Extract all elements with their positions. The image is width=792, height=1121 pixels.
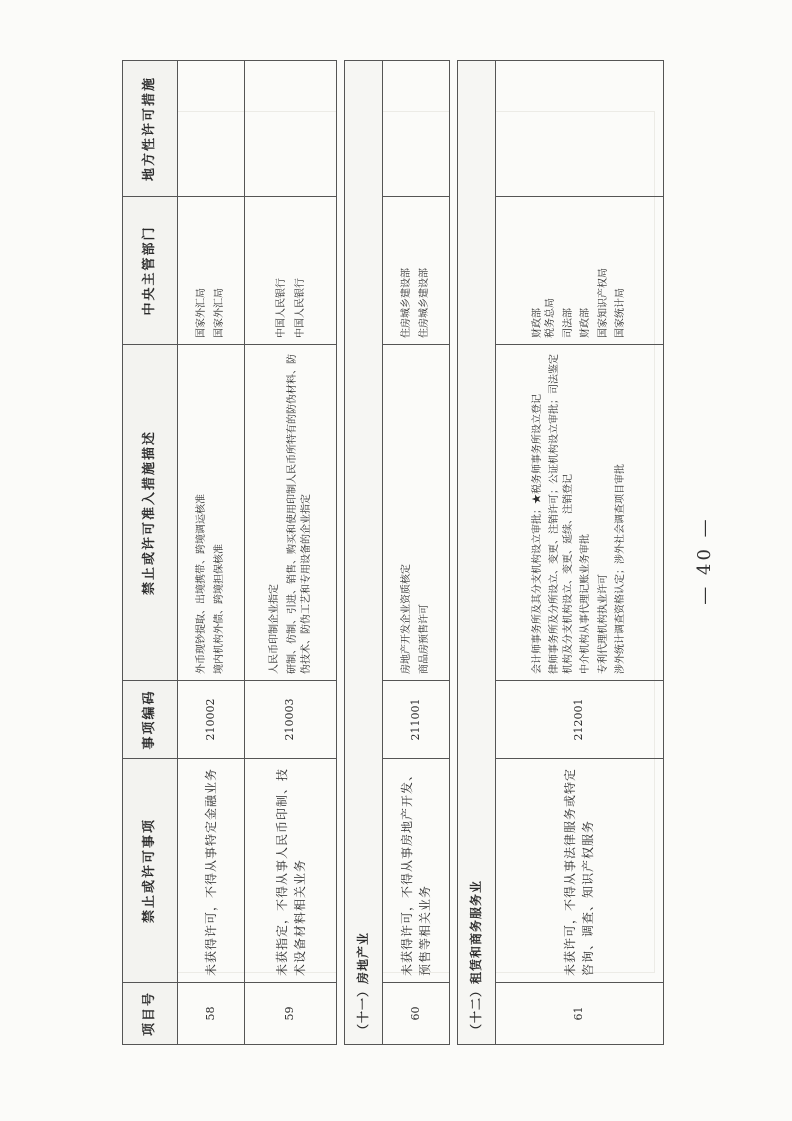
- row-local: [245, 61, 337, 197]
- dept-line: 中国人民银行: [294, 278, 306, 338]
- header-local: 地方性许可措施: [123, 61, 178, 197]
- measure-line: 律师事务所及分所设立、变更、注销许可；公证机构设立审批；司法鉴定机构及分支机构设立、变更、延续、注销登记: [549, 354, 574, 674]
- row-dept: [495, 197, 663, 345]
- measure-line: 人民币印制企业指定: [268, 584, 280, 674]
- row-item: 未获指定，不得从事人民币印制、技术设备材料相关业务: [245, 759, 337, 983]
- measure-line: 房地产开发企业资质核定: [400, 564, 412, 674]
- measure-line: 研制、仿制、引进、销售、购买和使用印制人民币所特有的防伪材料、防伪技术、防伪工艺和专用设备的企业指定: [287, 354, 312, 674]
- spacer-row: [336, 61, 344, 1045]
- row-dept: [177, 197, 244, 345]
- header-item: 禁止或许可事项: [123, 759, 178, 983]
- row-measures: [495, 345, 663, 681]
- row-item: 未获得许可，不得从事房地产开发、预售等相关业务: [382, 759, 449, 983]
- table-row: [382, 61, 449, 1045]
- row-measures: [245, 345, 337, 681]
- row-local: [495, 61, 663, 197]
- row-item: 未获许可，不得从事法律服务或特定咨询、调查、知识产权服务: [495, 759, 663, 983]
- table-row: [177, 61, 244, 1045]
- spacer-row: [450, 61, 458, 1045]
- row-code: 210003: [245, 681, 337, 759]
- dept-line: 国家统计局: [615, 288, 627, 338]
- permit-table: [122, 60, 664, 1045]
- measure-line: 商品房预售许可: [419, 604, 431, 674]
- dept-line: 财政部 税务总局: [531, 298, 557, 338]
- row-measures: [177, 345, 244, 681]
- section-row-real-estate: [344, 61, 382, 1045]
- dept-line: 住房城乡建设部: [419, 268, 431, 338]
- measure-line: 外币现钞提取、出境携带、跨境调运核准: [195, 494, 207, 674]
- row-item: 未获得许可，不得从事特定金融业务: [177, 759, 244, 983]
- measure-line: 中介机构从事代理记账业务审批: [580, 534, 592, 674]
- row-id: 58: [177, 983, 244, 1045]
- row-dept: [245, 197, 337, 345]
- measure-line: 专利代理机构执业许可: [597, 574, 609, 674]
- measure-line: 涉外统计调查资格认定；涉外社会调查项目审批: [615, 464, 627, 674]
- section-row-leasing: [457, 61, 495, 1045]
- dept-line: 国家外汇局: [195, 288, 207, 338]
- dept-line: 司法部: [562, 308, 574, 338]
- page-number: — 40 —: [694, 516, 715, 605]
- header-measures: 禁止或许可准入措施描述: [123, 345, 178, 681]
- dept-line: 国家外汇局: [214, 288, 226, 338]
- measure-line: 会计师事务所及其分支机构设立审批；★税务师事务所设立登记: [531, 394, 543, 674]
- dept-line: 住房城乡建设部: [400, 268, 412, 338]
- section-title: （十一）房地产业: [344, 61, 382, 1045]
- row-id: 61: [495, 983, 663, 1045]
- dept-line: 财政部: [580, 308, 592, 338]
- row-dept: [382, 197, 449, 345]
- row-id: 60: [382, 983, 449, 1045]
- section-title: （十二）租赁和商务服务业: [457, 61, 495, 1045]
- row-code: 212001: [495, 681, 663, 759]
- row-code: 210002: [177, 681, 244, 759]
- row-code: 211001: [382, 681, 449, 759]
- row-measures: [382, 345, 449, 681]
- header-id: 项目号: [123, 983, 178, 1045]
- header-dept: 中央主管部门: [123, 197, 178, 345]
- row-id: 59: [245, 983, 337, 1045]
- table-header-row: [123, 61, 178, 1045]
- header-code: 事项编码: [123, 681, 178, 759]
- row-local: [177, 61, 244, 197]
- dept-line: 国家知识产权局: [597, 268, 609, 338]
- table-row: [245, 61, 337, 1045]
- dept-line: 中国人民银行: [276, 278, 287, 338]
- measure-line: 境内机构外债、跨境担保核准: [214, 544, 226, 674]
- table-row: [495, 61, 663, 1045]
- row-local: [382, 61, 449, 197]
